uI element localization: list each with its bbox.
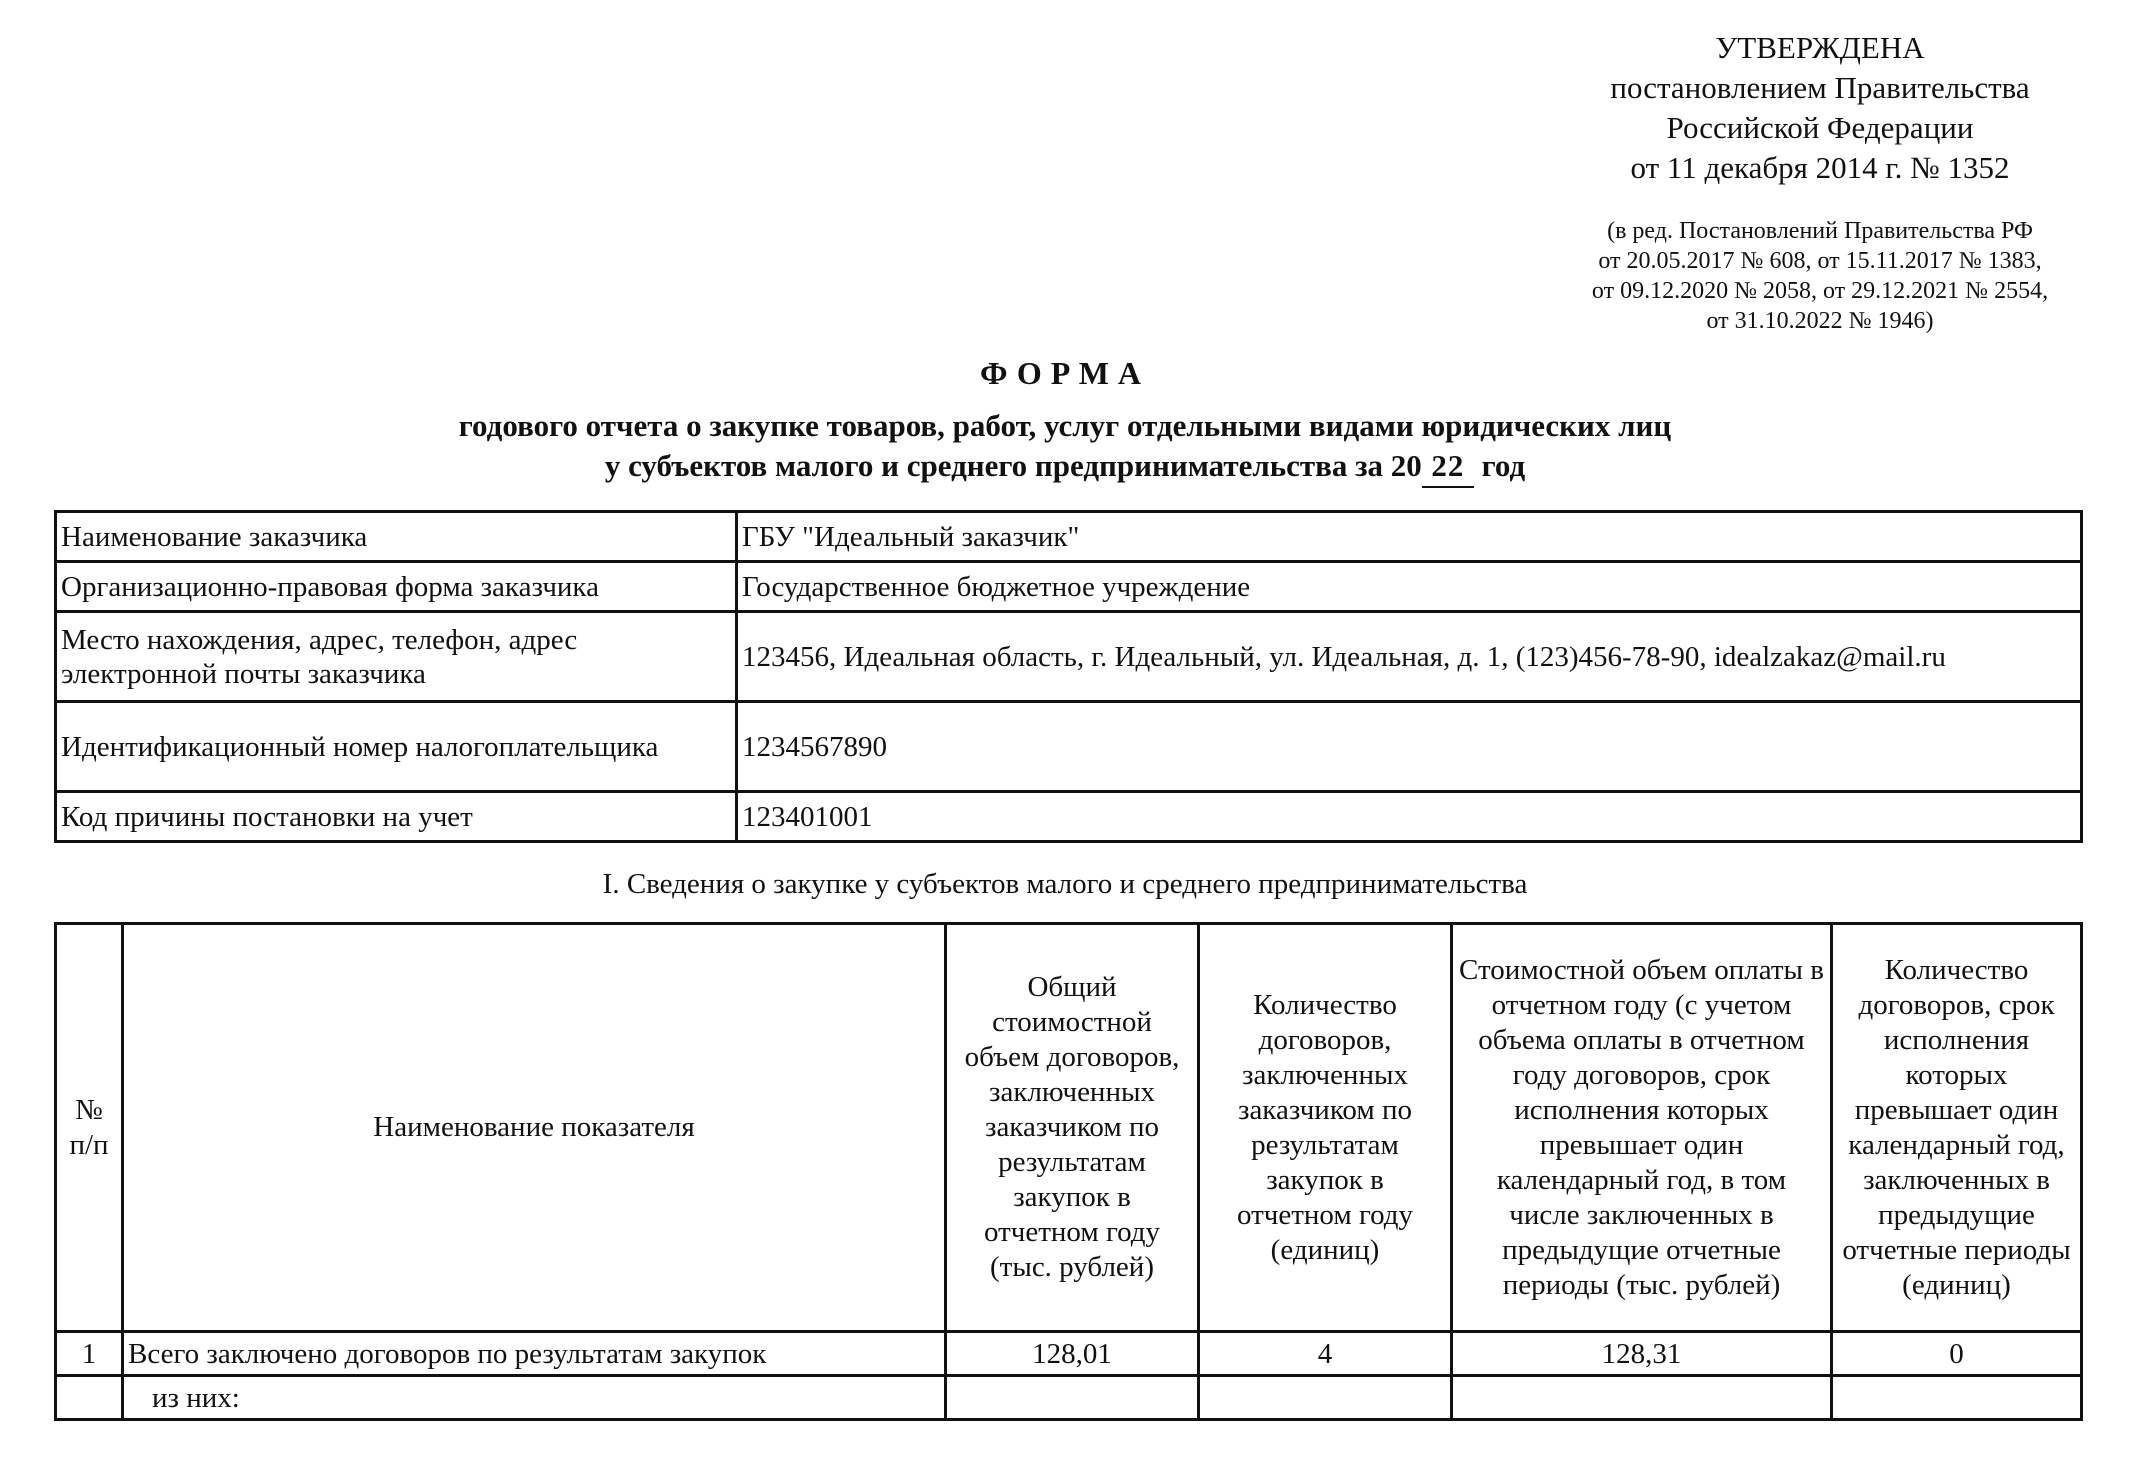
info-label: Организационно-правовая форма заказчика (56, 562, 737, 612)
row-num: 1 (56, 1332, 123, 1376)
table-row (56, 1332, 2082, 1376)
amendments-block (1545, 216, 2095, 336)
section-title: I. Сведения о закупке у субъектов малого и среднего предпринимательства (602, 868, 1528, 900)
row-multiyear-count (1832, 1376, 2082, 1420)
row-name: Всего заключено договоров по результатам закупок (123, 1332, 946, 1376)
row-paid-value (1452, 1376, 1832, 1420)
info-value: ГБУ "Идеальный заказчик" (737, 512, 2082, 562)
header-multiyear-count: Количество договоров, срок исполнения которых превышает один календарный год, заключенных в предыдущие отчетные периоды (единиц) (1832, 924, 2082, 1332)
info-value: Государственное бюджетное учреждение (737, 562, 2082, 612)
amendment-line: от 09.12.2020 № 2058, от 29.12.2021 № 2554, (1591, 278, 2049, 304)
row-total-value (946, 1376, 1199, 1420)
info-row (56, 562, 2082, 612)
indicators-table (54, 922, 2083, 1421)
form-subtitle (0, 406, 2130, 488)
amendment-line: от 31.10.2022 № 1946) (1706, 308, 1934, 334)
report-year: 22 (1422, 446, 1474, 488)
info-row (56, 792, 2082, 842)
header-name: Наименование показателя (123, 924, 946, 1332)
info-label: Наименование заказчика (56, 512, 737, 562)
row-count: 4 (1199, 1332, 1452, 1376)
row-multiyear-count: 0 (1832, 1332, 2082, 1376)
approval-block (1570, 28, 2070, 188)
table-row (56, 1376, 2082, 1420)
row-paid-value: 128,31 (1452, 1332, 1832, 1376)
info-row (56, 512, 2082, 562)
info-label: Код причины постановки на учет (56, 792, 737, 842)
approval-line: УТВЕРЖДЕНА (1715, 30, 1925, 65)
amendment-line: (в ред. Постановлений Правительства РФ (1607, 218, 2033, 244)
info-label: Место нахождения, адрес, телефон, адрес электронной почты заказчика (56, 612, 737, 702)
row-count (1199, 1376, 1452, 1420)
form-title: ФОРМА (979, 355, 1150, 391)
header-count: Количество договоров, заключенных заказчиком по результатам закупок в отчетном году (единиц) (1199, 924, 1452, 1332)
header-num: № п/п (56, 924, 123, 1332)
subtitle-line-2-text: у субъектов малого и среднего предпринимательства за 20 (604, 448, 1422, 483)
amendment-line: от 20.05.2017 № 608, от 15.11.2017 № 1383, (1598, 248, 2042, 274)
header-total-value: Общий стоимостной объем договоров, заключенных заказчиком по результатам закупок в отчетном году (тыс. рублей) (946, 924, 1199, 1332)
subtitle-year-word: год (1481, 448, 1526, 483)
info-label: Идентификационный номер налогоплательщика (56, 702, 737, 792)
row-total-value: 128,01 (946, 1332, 1199, 1376)
info-row (56, 702, 2082, 792)
approval-line: Российской Федерации (1666, 110, 1974, 145)
header-paid-value: Стоимостной объем оплаты в отчетном году (с учетом объема оплаты в отчетном году договоров, срок исполнения которых превышает один календарный год, в том числе заключенных в предыдущие отчетные периоды (тыс. рублей) (1452, 924, 1832, 1332)
info-value: 123401001 (737, 792, 2082, 842)
subtitle-line-2 (0, 446, 2130, 488)
info-value: 123456, Идеальная область, г. Идеальный, ул. Идеальная, д. 1, (123)456-78-90, idealzakaz@mail.ru (737, 612, 2082, 702)
row-name: из них: (123, 1376, 946, 1420)
info-value: 1234567890 (737, 702, 2082, 792)
row-num (56, 1376, 123, 1420)
header-row (56, 924, 2082, 1332)
info-row (56, 612, 2082, 702)
subtitle-line-1: годового отчета о закупке товаров, работ, услуг отдельными видами юридических лиц (458, 408, 1672, 443)
approval-line: от 11 декабря 2014 г. № 1352 (1630, 150, 2010, 185)
approval-line: постановлением Правительства (1610, 70, 2030, 105)
customer-info-table (54, 510, 2083, 843)
